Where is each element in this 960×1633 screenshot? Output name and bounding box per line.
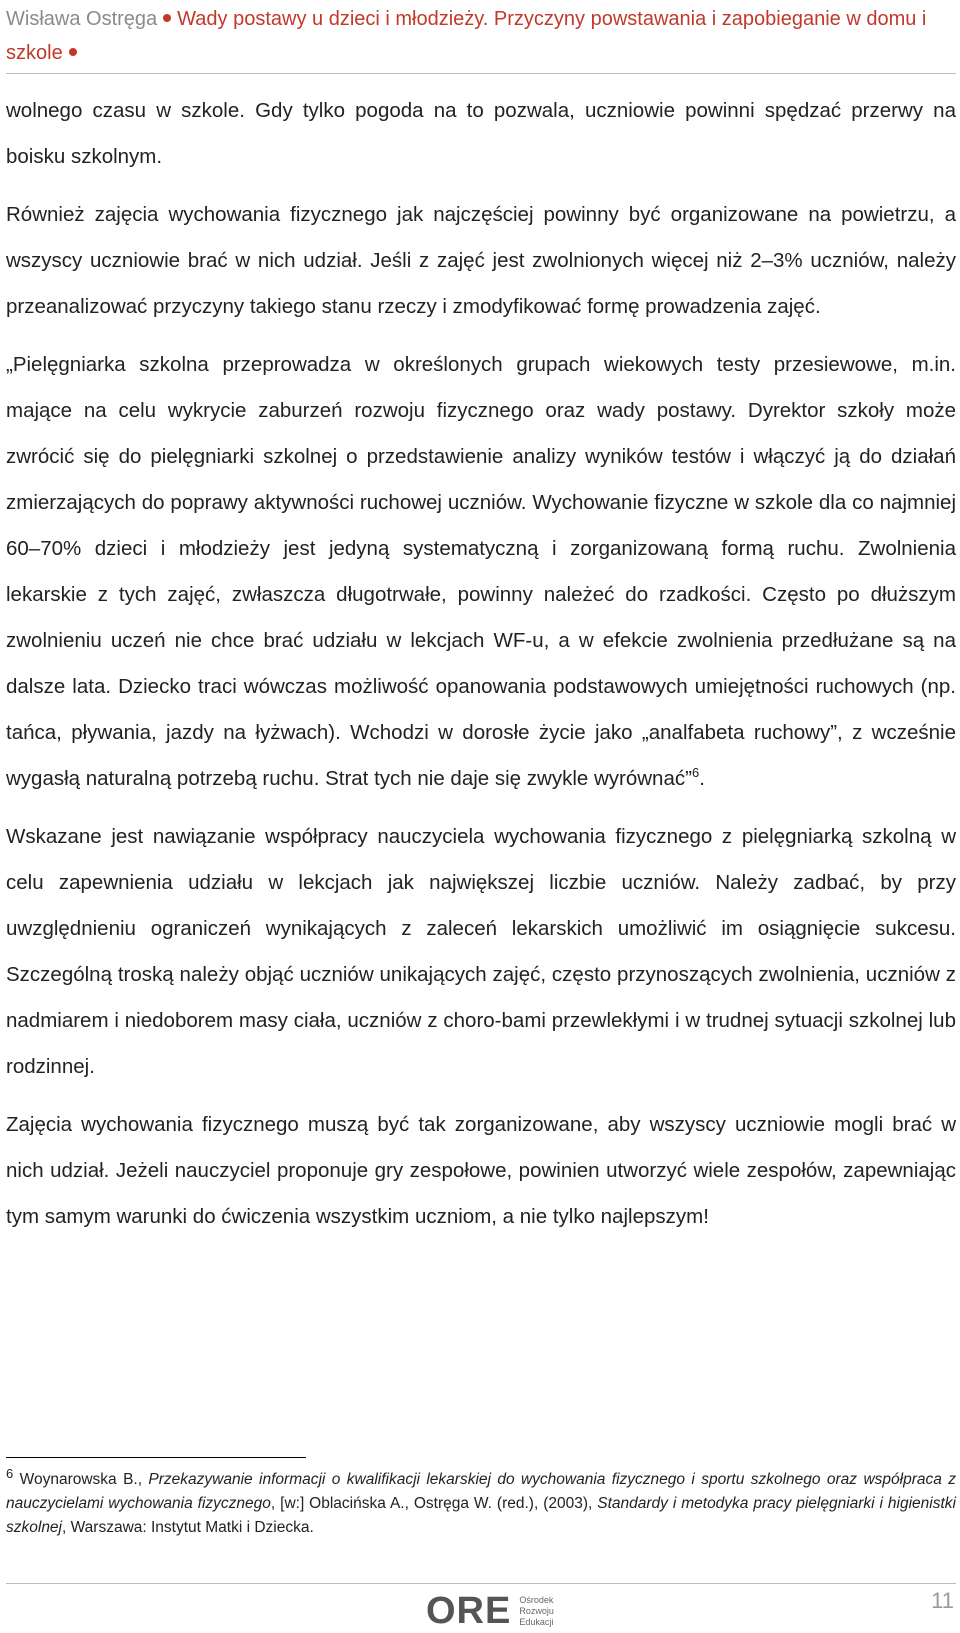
paragraph-quote — [6, 342, 956, 802]
footnote-author: Woynarowska B., — [19, 1471, 143, 1488]
ore-logo — [426, 1590, 554, 1632]
header-divider — [6, 73, 956, 74]
footnote-in: , [w:] Oblacińska A., Ostręga W. (red.), (2003), — [270, 1495, 593, 1512]
paragraph: Również zajęcia wychowania fizycznego jak najczęściej powinny być organizowane na powietrzu, a wszyscy uczniowie brać w nich udział. Jeśli z zajęć jest zwolnionych więcej niż 2–3% uczniów, należy przeanalizować przyczyny takiego stanu rzeczy i zmodyfikować formę prowadzenia zajęć. — [6, 203, 956, 318]
footnote-divider — [6, 1457, 306, 1458]
logo-line: Edukacji — [519, 1616, 554, 1627]
quote-text: „Pielęgniarka szkolna przeprowadza w określonych grupach wiekowych testy przesiewowe, m.in. mające na celu wykrycie zaburzeń rozwoju fizycznego oraz wady postawy. Dyrektor szkoły może zwrócić się do pielęgniarki szkolnej o przedstawienie analizy wyników testów i włączyć ją do działań zmierzających do poprawy aktywności ruchowej uczniów. Wychowanie fizyczne w szkole dla co najmniej 60–70% dzieci i młodzieży jest jedyną systematyczną i zorganizowaną formą ruchu. Zwolnienia lekarskie z tych zajęć, zwłaszcza długotrwałe, powinny należeć do rzadkości. Często po dłuższym zwolnieniu uczeń nie chce brać udziału w lekcjach WF-u, a w efekcie zwolnienia przedłużane są na dalsze lata. Dziecko traci wówczas możliwość opanowania podstawowych umiejętności ruchowych (np. tańca, pływania, jazdy na łyżwach). Wchodzi w dorosłe życie jako „analfabeta ruchowy”, z wcześnie wygasłą naturalną potrzebą ruchu. Strat tych nie daje się zwykle wyrównać” — [6, 353, 956, 790]
footnote — [6, 1465, 956, 1540]
logo-line: Rozwoju — [519, 1605, 554, 1616]
paragraph: Wskazane jest nawiązanie współpracy nauczyciela wychowania fizycznego z pielęgniarką szkolną w celu zapewnienia udziału w lekcjach jak największej liczbie uczniów. Należy zadbać, by przy uwzględnieniu ograniczeń wynikających z zaleceń lekarskich umożliwić im osiągnięcie sukcesu. Szczególną troską należy objąć uczniów unikających zajęć, często przynoszących zwolnienia, uczniów z nadmiarem i niedoborem masy ciała, uczniów z choro-bami przewlekłymi i w trudnej sytuacji szkolnej lub rodzinnej. — [6, 825, 956, 1078]
body-text — [6, 88, 956, 1252]
footnote-reference[interactable]: 6 — [691, 765, 700, 781]
footer-divider — [6, 1583, 956, 1584]
logo-mark: ORE — [426, 1589, 512, 1632]
paragraph: Zajęcia wychowania fizycznego muszą być tak zorganizowane, aby wszyscy uczniowie mogli brać w nich udział. Jeżeli nauczyciel proponuje gry zespołowe, powinien utworzyć wiele zespołów, zapewniając tym samym warunki do ćwiczenia wszystkim uczniom, a nie tylko najlepszym! — [6, 1113, 956, 1228]
page-number: 11 — [931, 1588, 954, 1613]
footnote-number: 6 — [6, 1465, 14, 1481]
paragraph: wolnego czasu w szkole. Gdy tylko pogoda na to pozwala, uczniowie powinni spędzać przerwy na boisku szkolnym. — [6, 99, 956, 168]
running-header — [6, 2, 954, 70]
bullet-dot-icon — [69, 48, 77, 56]
footnote-book: Standardy i metodyka pracy pielęgniarki i higienistki szkolnej — [6, 1495, 956, 1536]
header-author: Wisława Ostręga — [6, 8, 158, 30]
header-title: Wady postawy u dzieci i młodzieży. Przyczyny powstawania i zapobieganie w domu i szkole — [6, 8, 927, 64]
footnote-title: Przekazywanie informacji o kwalifikacji lekarskiej do wychowania fizycznego i sportu szkolnego oraz współpraca z nauczycielami wychowania fizycznego — [6, 1471, 956, 1512]
quote-end: . — [699, 767, 705, 790]
logo-text — [519, 1595, 554, 1628]
logo-line: Ośrodek — [519, 1594, 554, 1605]
footnote-publisher: , Warszawa: Instytut Matki i Dziecka. — [62, 1519, 314, 1536]
bullet-dot-icon — [163, 14, 171, 22]
